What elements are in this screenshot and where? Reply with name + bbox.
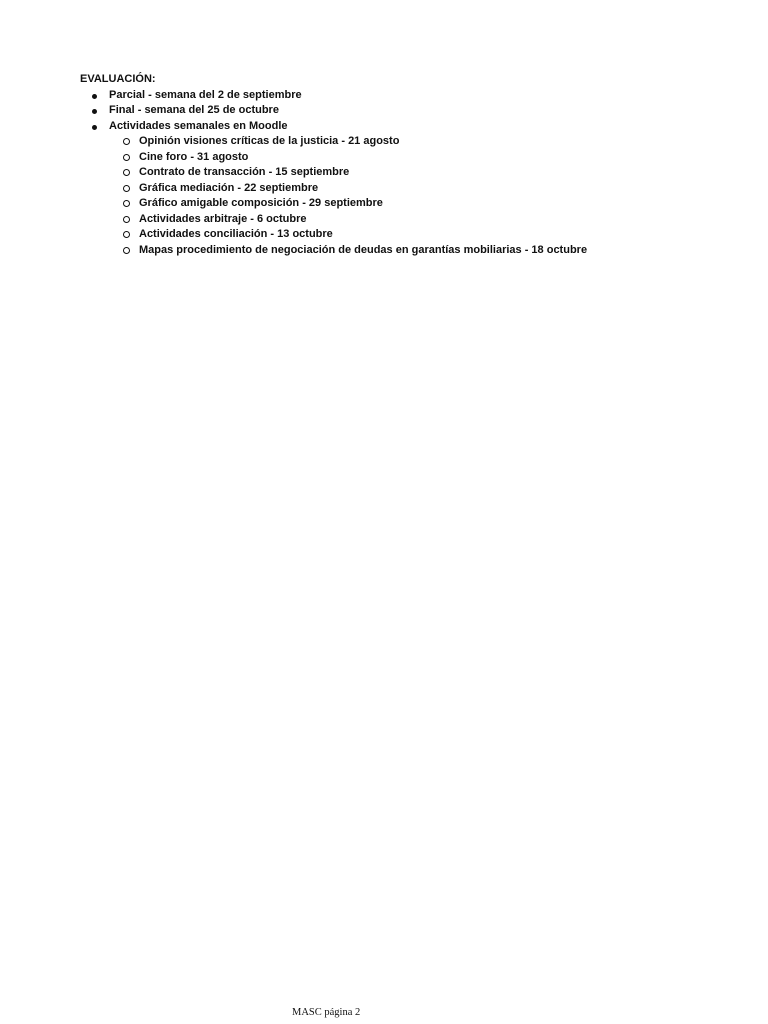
sublist-item bbox=[109, 227, 700, 243]
circle-bullet-icon bbox=[123, 154, 130, 161]
sublist-item-text: Gráfica mediación - 22 septiembre bbox=[139, 181, 319, 194]
sublist-item-text: Contrato de transacción - 15 septiembre bbox=[139, 166, 350, 178]
evaluation-list bbox=[80, 88, 700, 259]
section-heading: EVALUACIÓN: bbox=[80, 73, 156, 85]
sublist-item-text: Mapas procedimiento de negociación de deudas en garantías mobiliarias - 18 octubre bbox=[139, 243, 588, 256]
list-item-text: Parcial - semana del 2 de septiembre bbox=[109, 88, 302, 101]
sublist-item bbox=[109, 181, 700, 197]
list-item bbox=[80, 88, 700, 104]
circle-bullet-icon bbox=[123, 200, 130, 207]
sublist-item-text: Opinión visiones críticas de la justicia - 21 agosto bbox=[139, 135, 400, 147]
sublist-item bbox=[109, 134, 700, 150]
circle-bullet-icon bbox=[123, 138, 130, 145]
bullet-icon bbox=[92, 109, 97, 114]
bullet-icon bbox=[92, 94, 97, 99]
circle-bullet-icon bbox=[123, 169, 130, 176]
circle-bullet-icon bbox=[123, 216, 130, 223]
list-item-text: Final - semana del 25 de octubre bbox=[109, 104, 279, 116]
sublist-item-text: Gráfico amigable composición - 29 septiembre bbox=[139, 197, 383, 209]
sublist-item bbox=[109, 150, 700, 166]
evaluation-section bbox=[80, 72, 700, 258]
sublist-item bbox=[109, 165, 700, 181]
sublist-item-text: Cine foro - 31 agosto bbox=[139, 150, 249, 163]
circle-bullet-icon bbox=[123, 185, 130, 192]
activities-sublist bbox=[109, 134, 700, 258]
sublist-item bbox=[109, 196, 700, 212]
sublist-item-text: Actividades conciliación - 13 octubre bbox=[139, 228, 333, 240]
list-item-text: Actividades semanales en Moodle bbox=[109, 119, 288, 132]
bullet-icon bbox=[92, 125, 97, 130]
list-item bbox=[80, 103, 700, 119]
circle-bullet-icon bbox=[123, 231, 130, 238]
sublist-item bbox=[109, 212, 700, 228]
sublist-item-text: Actividades arbitraje - 6 octubre bbox=[139, 212, 307, 225]
page-footer: MASC página 2 bbox=[292, 1007, 361, 1018]
list-item bbox=[80, 119, 700, 259]
circle-bullet-icon bbox=[123, 247, 130, 254]
sublist-item bbox=[109, 243, 700, 259]
